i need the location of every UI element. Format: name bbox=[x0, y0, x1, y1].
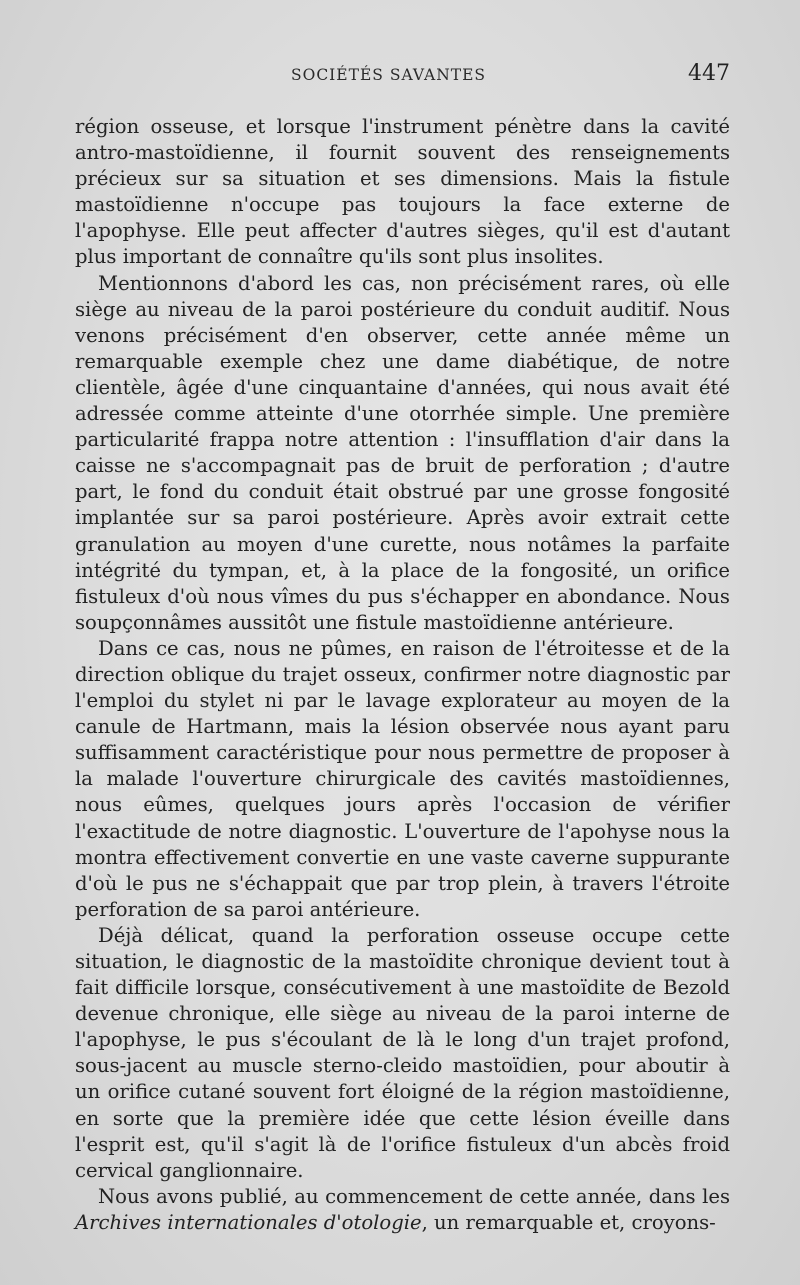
running-title: SOCIÉTÉS SAVANTES bbox=[291, 66, 487, 84]
paragraph-4: Déjà délicat, quand la perforation osseuse occupe cette situation, le diagnostic de la mastoïdite chronique devient tout à fait difficile lorsque, consécutivement à une mastoïdite de Bezold devenue chronique, elle siège au niveau de la paroi interne de l'apophyse, le pus s'écoulant de là le long d'un trajet profond, sous-jacent au muscle sterno-cleido mastoïdien, pour aboutir à un orifice cutané souvent fort éloigné de la région mastoïdienne, en sorte que la première idée que cette lésion éveille dans l'esprit est, qu'il s'agit là de l'orifice fistuleux d'un abcès froid cervical ganglionnaire. bbox=[75, 923, 730, 1182]
body-text bbox=[75, 114, 730, 1236]
page-number: 447 bbox=[688, 61, 730, 86]
paragraph-5-end: , un remarquable et, croyons- bbox=[421, 1210, 716, 1234]
paragraph-2: Mentionnons d'abord les cas, non précisément rares, où elle siège au niveau de la paroi postérieure du conduit auditif. Nous venons précisément d'en observer, cette année même un remarquable exemple chez une dame diabétique, de notre clientèle, âgée d'une cinquantaine d'années, qui nous avait été adressée comme atteinte d'une otorrhée simple. Une première particularité frappa notre attention : l'insufflation d'air dans la caisse ne s'accompagnait pas de bruit de perforation ; d'autre part, le fond du conduit était obstrué par une grosse fongosité implantée sur sa paroi postérieure. Après avoir extrait cette granulation au moyen d'une curette, nous notâmes la parfaite intégrité du tympan, et, à la place de la fongosité, un orifice fistuleux d'où nous vîmes du pus s'échapper en abondance. Nous soupçonnâmes aussitôt une fistule mastoïdienne antérieure. bbox=[75, 271, 730, 634]
paragraph-1: région osseuse, et lorsque l'instrument pénètre dans la cavité antro-mastoïdienne, il fournit souvent des renseignements précieux sur sa situation et ses dimensions. Mais la fistule mastoïdienne n'occupe pas toujours la face externe de l'apophyse. Elle peut affecter d'autres sièges, qu'il est d'autant plus important de connaître qu'ils sont plus insolites. bbox=[75, 115, 730, 269]
page-header bbox=[78, 61, 730, 94]
journal-title: Archives internationales d'otologie bbox=[75, 1210, 422, 1234]
paragraph-5-start: Nous avons publié, au commencement de cette année, dans les bbox=[98, 1184, 730, 1208]
paragraph-5 bbox=[75, 1184, 730, 1236]
paragraph-3: Dans ce cas, nous ne pûmes, en raison de l'étroitesse et de la direction oblique du trajet osseux, confirmer notre diagnostic par l'emploi du stylet ni par le lavage explorateur au moyen de la canule de Hartmann, mais la lésion observée nous ayant paru suffisamment caractéristique pour nous permettre de proposer à la malade l'ouverture chirurgicale des cavités mastoïdiennes, nous eûmes, quelques jours après l'occasion de vérifier l'exactitude de notre diagnostic. L'ouverture de l'apohyse nous la montra effectivement convertie en une vaste caverne suppurante d'où le pus ne s'échappait que par trop plein, à travers l'étroite perforation de sa paroi antérieure. bbox=[75, 636, 730, 921]
